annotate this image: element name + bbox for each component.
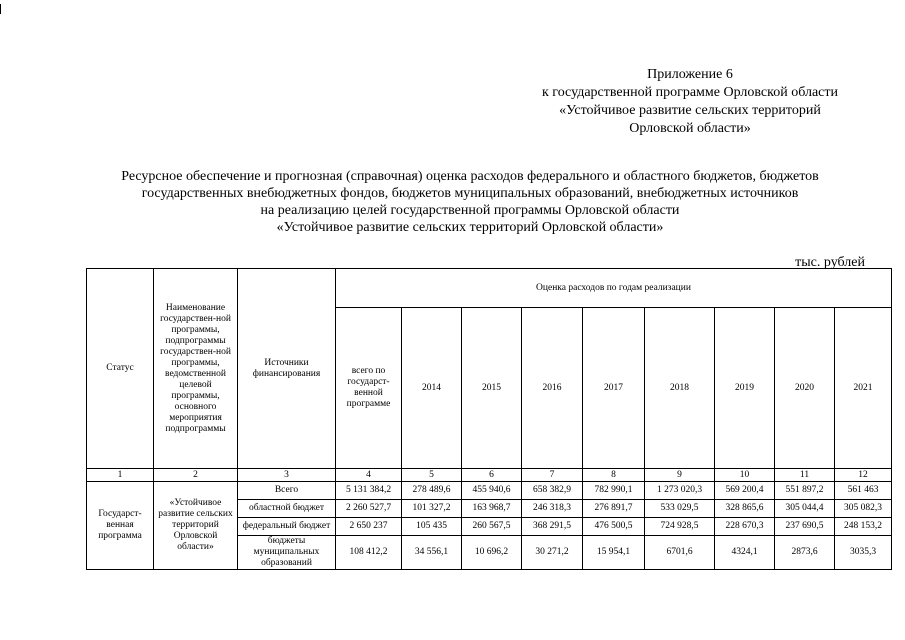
column-number: 2 — [154, 469, 238, 482]
value-cell: 4324,1 — [715, 536, 775, 570]
value-cell: 278 489,6 — [402, 482, 462, 500]
value-cell: 163 968,7 — [462, 500, 522, 518]
value-cell: 6701,6 — [645, 536, 715, 570]
column-number: 3 — [238, 469, 336, 482]
header-program-name: Наименование государствен-ной программы, подпрограммы государствен-ной программы, ведомственной целевой программы, основного мероприятия подпрограммы — [154, 269, 238, 469]
value-cell: 658 382,9 — [522, 482, 583, 500]
header-year: 2018 — [645, 308, 715, 469]
title-line: на реализацию целей государственной программы Орловской области — [260, 203, 680, 218]
source-cell: областной бюджет — [238, 500, 336, 518]
value-cell: 551 897,2 — [775, 482, 835, 500]
column-number: 9 — [645, 469, 715, 482]
status-cell: Государст-венная программа — [87, 482, 154, 570]
column-number: 12 — [835, 469, 892, 482]
margin-mark — [0, 4, 1, 14]
value-cell: 328 865,6 — [715, 500, 775, 518]
header-status: Статус — [87, 269, 154, 469]
value-cell: 276 891,7 — [583, 500, 645, 518]
appendix-header — [500, 66, 880, 138]
table-row — [87, 482, 892, 500]
value-cell: 108 412,2 — [336, 536, 402, 570]
value-cell: 476 500,5 — [583, 518, 645, 536]
column-number: 6 — [462, 469, 522, 482]
header-total: всего по государст-венной программе — [336, 308, 402, 469]
value-cell: 569 200,4 — [715, 482, 775, 500]
value-cell: 305 044,4 — [775, 500, 835, 518]
value-cell: 305 082,3 — [835, 500, 892, 518]
column-number-row — [87, 469, 892, 482]
source-cell: бюджеты муниципальных образований — [238, 536, 336, 570]
value-cell: 3035,3 — [835, 536, 892, 570]
column-number: 5 — [402, 469, 462, 482]
document-title — [60, 168, 880, 236]
column-number: 11 — [775, 469, 835, 482]
title-line: государственных внебюджетных фондов, бюджетов муниципальных образований, внебюджетных источников — [141, 186, 799, 201]
value-cell: 30 271,2 — [522, 536, 583, 570]
column-number: 8 — [583, 469, 645, 482]
value-cell: 248 153,2 — [835, 518, 892, 536]
header-year: 2016 — [522, 308, 583, 469]
header-estimate: Оценка расходов по годам реализации — [336, 269, 892, 308]
units-label: тыс. рублей — [795, 255, 865, 270]
value-cell: 455 940,6 — [462, 482, 522, 500]
value-cell: 15 954,1 — [583, 536, 645, 570]
column-number: 1 — [87, 469, 154, 482]
value-cell: 724 928,5 — [645, 518, 715, 536]
value-cell: 260 567,5 — [462, 518, 522, 536]
value-cell: 2 260 527,7 — [336, 500, 402, 518]
value-cell: 2873,6 — [775, 536, 835, 570]
source-cell: федеральный бюджет — [238, 518, 336, 536]
appendix-line: к государственной программе Орловской области — [542, 85, 838, 100]
header-year: 2017 — [583, 308, 645, 469]
column-number: 7 — [522, 469, 583, 482]
value-cell: 237 690,5 — [775, 518, 835, 536]
value-cell: 10 696,2 — [462, 536, 522, 570]
appendix-line: Орловской области» — [629, 121, 751, 136]
value-cell: 228 670,3 — [715, 518, 775, 536]
budget-table — [86, 268, 892, 570]
value-cell: 782 990,1 — [583, 482, 645, 500]
header-year: 2014 — [402, 308, 462, 469]
value-cell: 561 463 — [835, 482, 892, 500]
value-cell: 101 327,2 — [402, 500, 462, 518]
value-cell: 5 131 384,2 — [336, 482, 402, 500]
header-year: 2020 — [775, 308, 835, 469]
program-name-cell: «Устойчивое развитие сельских территорий Орловской области» — [154, 482, 238, 570]
title-line: «Устойчивое развитие сельских территорий Орловской области» — [276, 220, 664, 235]
value-cell: 368 291,5 — [522, 518, 583, 536]
column-number: 10 — [715, 469, 775, 482]
appendix-line: Приложение 6 — [647, 67, 733, 82]
value-cell: 533 029,5 — [645, 500, 715, 518]
value-cell: 105 435 — [402, 518, 462, 536]
column-number: 4 — [336, 469, 402, 482]
value-cell: 34 556,1 — [402, 536, 462, 570]
header-year: 2015 — [462, 308, 522, 469]
value-cell: 1 273 020,3 — [645, 482, 715, 500]
header-year: 2019 — [715, 308, 775, 469]
value-cell: 246 318,3 — [522, 500, 583, 518]
header-funding-source: Источники финансирования — [238, 269, 336, 469]
header-year: 2021 — [835, 308, 892, 469]
source-cell: Всего — [238, 482, 336, 500]
title-line: Ресурсное обеспечение и прогнозная (справочная) оценка расходов федерального и областного бюджетов, бюджетов — [121, 169, 819, 184]
appendix-line: «Устойчивое развитие сельских территорий — [559, 103, 821, 118]
value-cell: 2 650 237 — [336, 518, 402, 536]
